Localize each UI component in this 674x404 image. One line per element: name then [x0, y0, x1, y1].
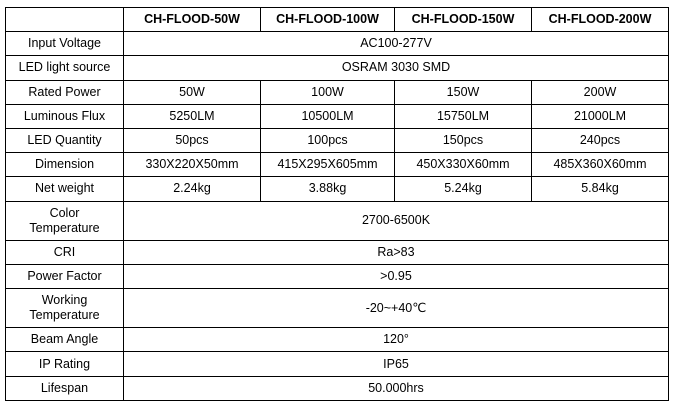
- header-model-150w: CH-FLOOD-150W: [395, 8, 532, 32]
- row-dimension: [6, 153, 669, 177]
- row-value: 50.000hrs: [124, 376, 669, 400]
- row-value: >0.95: [124, 264, 669, 288]
- row-label-line: Working: [41, 293, 88, 308]
- row-label: IP Rating: [6, 352, 124, 376]
- cell-value: 150pcs: [395, 128, 532, 152]
- row-lifespan: [6, 376, 669, 400]
- row-label: Lifespan: [6, 376, 124, 400]
- row-label: Rated Power: [6, 80, 124, 104]
- cell-value: 21000LM: [532, 104, 669, 128]
- cell-value: 200W: [532, 80, 669, 104]
- row-label: Power Factor: [6, 264, 124, 288]
- row-power-factor: [6, 264, 669, 288]
- row-label-line: Temperature: [29, 308, 100, 323]
- row-input-voltage: [6, 32, 669, 56]
- cell-value: 50W: [124, 80, 261, 104]
- cell-value: 415X295X605mm: [261, 153, 395, 177]
- row-label: Luminous Flux: [6, 104, 124, 128]
- row-value: Ra>83: [124, 240, 669, 264]
- cell-value: 100W: [261, 80, 395, 104]
- row-label: LED Quantity: [6, 128, 124, 152]
- row-rated-power: [6, 80, 669, 104]
- cell-value: 15750LM: [395, 104, 532, 128]
- row-label: LED light source: [6, 56, 124, 80]
- spec-table: [5, 7, 669, 401]
- row-label: Input Voltage: [6, 32, 124, 56]
- header-corner-cell: [6, 8, 124, 32]
- row-label: Beam Angle: [6, 328, 124, 352]
- row-label-line: Color: [49, 205, 80, 220]
- row-value: 2700-6500K: [124, 201, 669, 240]
- cell-value: 10500LM: [261, 104, 395, 128]
- cell-value: 100pcs: [261, 128, 395, 152]
- cell-value: 5.24kg: [395, 177, 532, 201]
- row-value: AC100-277V: [124, 32, 669, 56]
- row-label: [6, 201, 124, 240]
- row-value: 120°: [124, 328, 669, 352]
- row-ip-rating: [6, 352, 669, 376]
- header-row: [6, 8, 669, 32]
- cell-value: 150W: [395, 80, 532, 104]
- row-label: Net weight: [6, 177, 124, 201]
- row-working-temperature: [6, 289, 669, 328]
- row-label: [6, 289, 124, 328]
- cell-value: 240pcs: [532, 128, 669, 152]
- cell-value: 3.88kg: [261, 177, 395, 201]
- header-model-50w: CH-FLOOD-50W: [124, 8, 261, 32]
- row-beam-angle: [6, 328, 669, 352]
- cell-value: 5.84kg: [532, 177, 669, 201]
- row-led-light-source: [6, 56, 669, 80]
- row-color-temperature: [6, 201, 669, 240]
- cell-value: 450X330X60mm: [395, 153, 532, 177]
- cell-value: 50pcs: [124, 128, 261, 152]
- row-value: OSRAM 3030 SMD: [124, 56, 669, 80]
- header-model-200w: CH-FLOOD-200W: [532, 8, 669, 32]
- row-label: CRI: [6, 240, 124, 264]
- header-model-100w: CH-FLOOD-100W: [261, 8, 395, 32]
- cell-value: 330X220X50mm: [124, 153, 261, 177]
- row-cri: [6, 240, 669, 264]
- row-net-weight: [6, 177, 669, 201]
- cell-value: 5250LM: [124, 104, 261, 128]
- row-luminous-flux: [6, 104, 669, 128]
- row-value: -20~+40℃: [124, 289, 669, 328]
- row-label: Dimension: [6, 153, 124, 177]
- row-value: IP65: [124, 352, 669, 376]
- row-label-line: Temperature: [29, 220, 100, 235]
- cell-value: 2.24kg: [124, 177, 261, 201]
- row-led-quantity: [6, 128, 669, 152]
- cell-value: 485X360X60mm: [532, 153, 669, 177]
